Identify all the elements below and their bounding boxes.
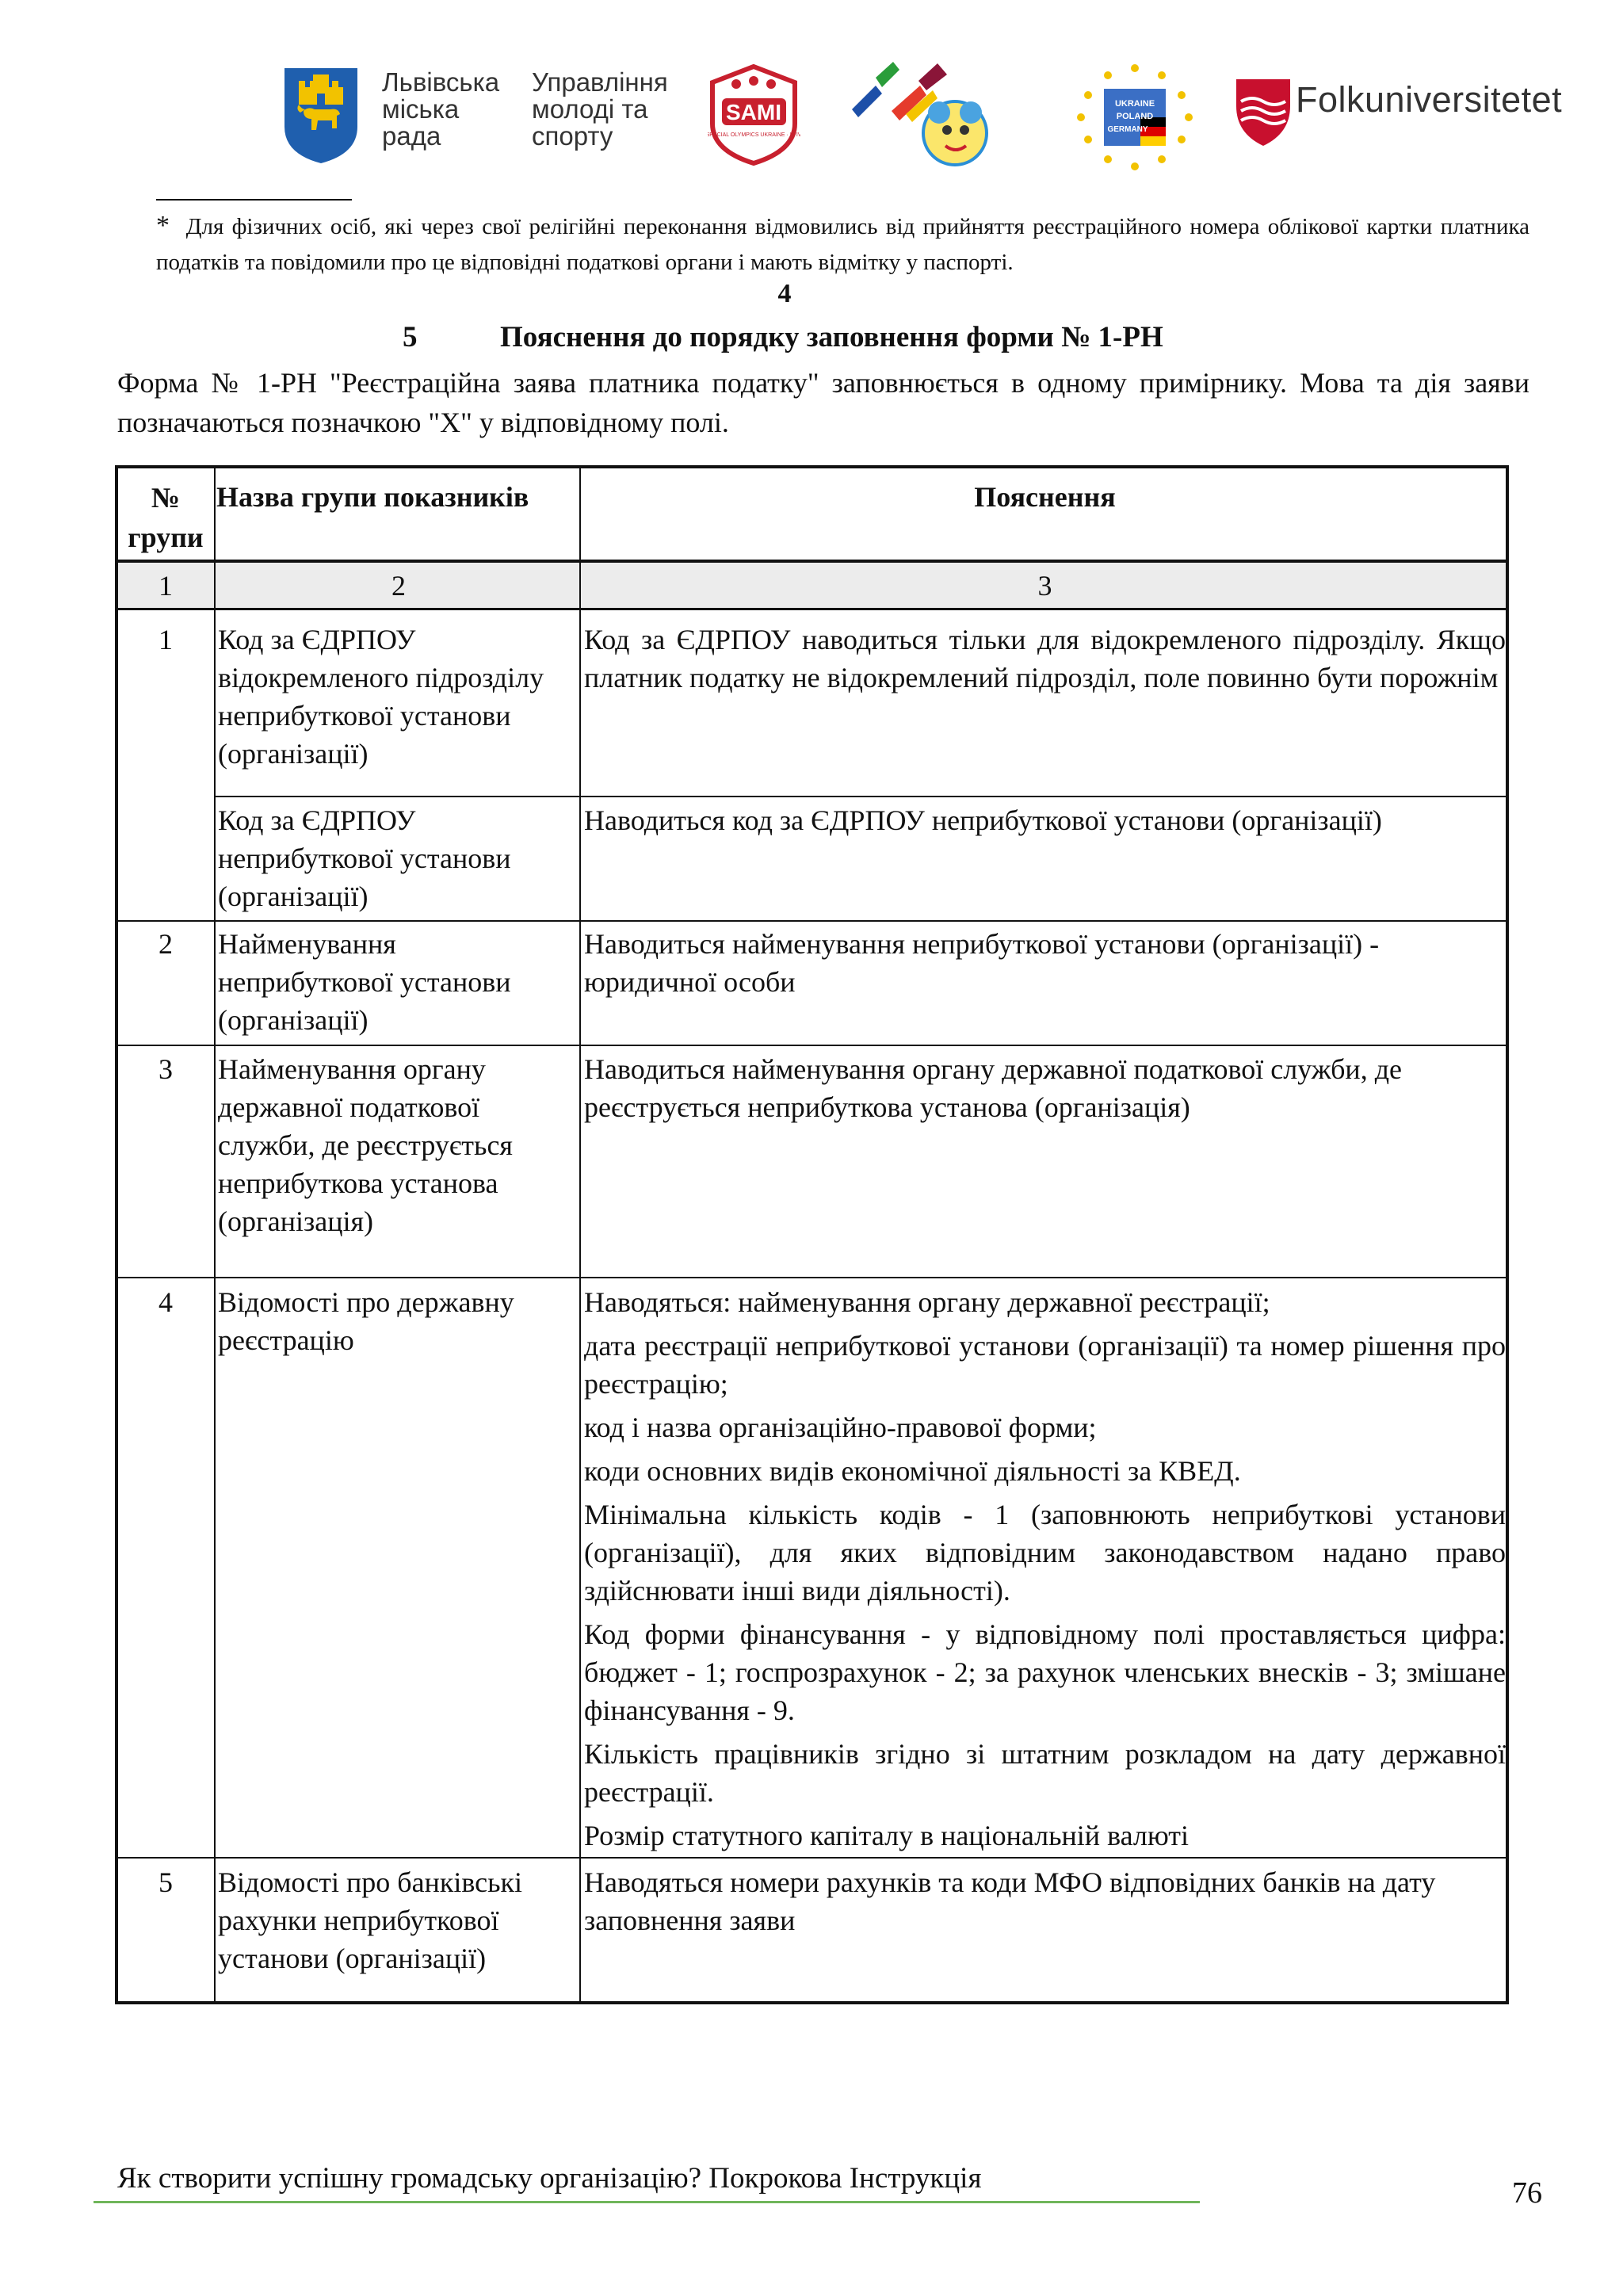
table-rule <box>579 468 581 2001</box>
row-number: 1 <box>158 624 173 655</box>
header-explanation: Пояснення <box>974 481 1116 513</box>
row-group-name: Найменування неприбуткової установи (організації) <box>218 928 511 1036</box>
explanation-paragraph: Наводяться: найменування органу державної реєстрації; <box>584 1286 1270 1318</box>
folkuniversitetet-name: Folkuniversitetet <box>1296 79 1563 120</box>
table-rule <box>215 796 1506 797</box>
explanation-table <box>115 465 1509 2004</box>
sami-text: SAMI <box>726 100 781 124</box>
row-explanation: Наводиться найменування органу державної податкової служби, де реєструється неприбуткова установа (організація) <box>584 1053 1402 1123</box>
table-rule <box>118 920 1506 922</box>
table-rule <box>118 608 1506 610</box>
explanation-paragraph: Мінімальна кількість кодів - 1 (заповнюють неприбуткові установи (організації), для яких відповідним законодавством надано право здійснювати інші види діяльності). <box>584 1499 1506 1606</box>
column-number: 1 <box>158 570 173 602</box>
explanation-paragraph: Розмір статутного капіталу в національній валюті <box>584 1820 1190 1851</box>
section-number: 5 <box>403 321 418 353</box>
row-number: 3 <box>158 1053 173 1085</box>
lviv-coat-of-arms-icon <box>281 65 361 166</box>
row-number: 2 <box>158 928 173 960</box>
column-number: 3 <box>1037 570 1052 602</box>
badge-germany: GERMANY <box>1107 125 1148 134</box>
row-number: 4 <box>158 1286 173 1318</box>
explanation-paragraph: Код форми фінансування - у відповідному полі проставляється цифра: бюджет - 1; госпрозрахунок - 2; за рахунок членських внесків - 3; змішане фінансування - 9. <box>584 1618 1506 1726</box>
table-rule <box>118 1277 1506 1278</box>
row-group-name: Найменування органу державної податкової служби, де реєструється неприбуткова установа (організація) <box>218 1053 513 1237</box>
badge-poland: POLAND <box>1116 112 1154 121</box>
kids-globe-flags-logo-icon <box>844 38 1006 173</box>
badge-ukraine: UKRAINE <box>1114 99 1155 109</box>
footnote <box>156 208 1529 281</box>
row-number: 5 <box>158 1866 173 1898</box>
section-title: Пояснення до порядку заповнення форми № 1-РН <box>500 321 1163 353</box>
table-rule <box>214 468 216 2001</box>
column-number: 2 <box>391 570 406 602</box>
footer-title: Як створити успішну громадську організацію? Покрокова Інструкція <box>117 2162 982 2195</box>
row-group-name: Відомості про банківські рахунки неприбуткової установи (організації) <box>218 1866 523 1974</box>
explanation-paragraph: код і назва організаційно-правової форми; <box>584 1412 1097 1443</box>
explanation-paragraph: Кількість працівників згідно зі штатним розкладом на дату державної реєстрації. <box>584 1738 1506 1808</box>
row-explanation: Наводяться номери рахунків та коди МФО відповідних банків на дату заповнення заяви <box>584 1866 1436 1936</box>
youth-sport-department-label: Управління молоді та спорту <box>532 67 668 151</box>
sami-subtext: SPECIAL OLYMPICS UKRAINE · LVIV <box>708 132 800 138</box>
row-group-name: Відомості про державну реєстрацію <box>218 1286 514 1356</box>
sami-logo-icon <box>708 63 800 166</box>
explanation-paragraph: коди основних видів економічної діяльності за КВЕД. <box>584 1455 1241 1487</box>
intro-paragraph: Форма № 1-РН "Реєстраційна заява платника податку" заповнюється в одному примірнику. Мова та дія заяви позначаються позначкою "X" у відповідному полі. <box>117 367 1529 438</box>
footnote-star: * <box>156 211 170 240</box>
table-rule <box>118 560 1506 563</box>
footnote-rule <box>156 199 352 201</box>
city-council-label: Львівська міська рада <box>382 67 500 151</box>
row-group-name: Код за ЄДРПОУ неприбуткової установи (організації) <box>218 804 511 912</box>
header-group-name: Назва групи показників <box>216 481 529 513</box>
page-number: 76 <box>1512 2176 1542 2210</box>
row-group-name: Код за ЄДРПОУ відокремленого підрозділу неприбуткової установи (організації) <box>218 624 544 770</box>
footer-rule <box>94 2201 1200 2203</box>
ukraine-poland-germany-badge-icon <box>1072 62 1197 173</box>
header-group-number: № групи <box>128 482 204 553</box>
table-rule <box>118 1045 1506 1046</box>
footnote-text: Для фізичних осіб, які через свої релігійні переконання відмовились від прийняття реєстраційного номера облікової картки платника податків та повідомили про це відповідні податкові органи і мають відмітку у паспорті. <box>156 214 1529 275</box>
row-explanation: Код за ЄДРПОУ наводиться тільки для відокремленого підрозділу. Якщо платник податку не відокремлений підрозділ, поле повинно бути порожнім <box>584 624 1506 693</box>
explanation-paragraph: дата реєстрації неприбуткової установи (організації) та номер рішення про реєстрацію; <box>584 1330 1506 1400</box>
row-explanation: Наводиться найменування неприбуткової установи (організації) - юридичної особи <box>584 928 1380 998</box>
page-marker: 4 <box>777 279 792 308</box>
row-explanation: Наводиться код за ЄДРПОУ неприбуткової установи (організації) <box>584 804 1382 836</box>
row-explanation <box>584 1283 1506 1860</box>
folkuniversitetet-logo-icon <box>1235 78 1292 147</box>
